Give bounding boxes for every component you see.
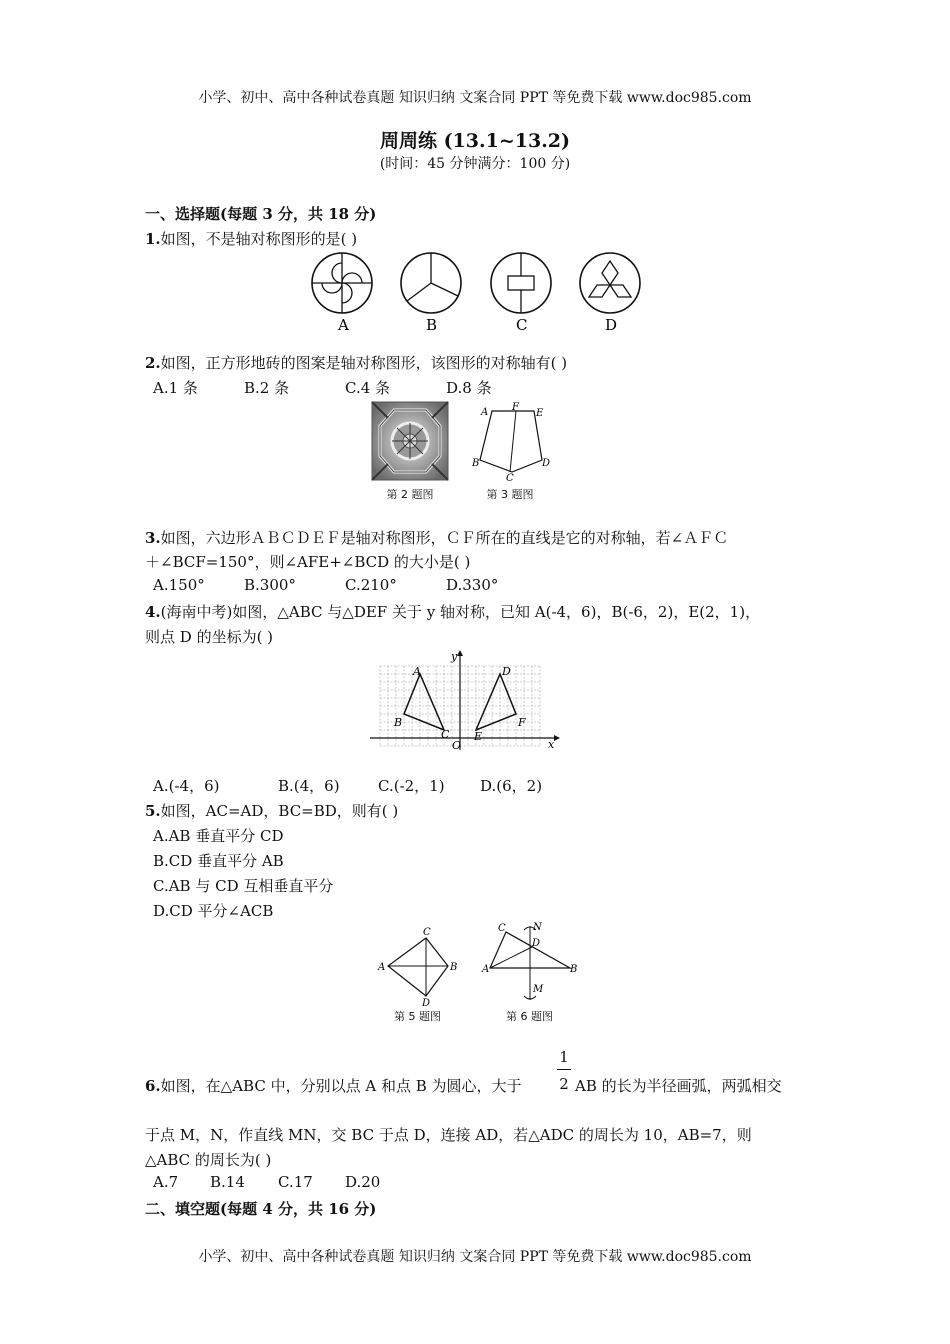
question-5 bbox=[145, 800, 398, 821]
fig3-hexagon bbox=[470, 400, 560, 485]
question-text: 如图，六边形ＡＢＣＤＥＦ是轴对称图形，ＣＦ所在的直线是它的对称轴，若∠ＡＦＣ bbox=[160, 529, 729, 547]
point-label: C bbox=[498, 923, 506, 934]
point-label: B bbox=[472, 458, 480, 469]
origin-label: O bbox=[452, 739, 462, 752]
point-label: B bbox=[394, 716, 403, 729]
option-b: B.2 条 bbox=[244, 379, 290, 397]
figure-label: A bbox=[338, 316, 349, 334]
point-label: C bbox=[441, 728, 450, 741]
question-text: 如图，不是轴对称图形的是( ) bbox=[160, 230, 358, 248]
point-label: N bbox=[533, 922, 542, 933]
question-number: 2. bbox=[145, 354, 161, 372]
option-b: B.(4，6) bbox=[278, 777, 340, 795]
figure-label: D bbox=[605, 316, 618, 334]
figure-b-sectors bbox=[401, 253, 461, 313]
figure-a-pinwheel bbox=[312, 253, 372, 313]
point-label: E bbox=[536, 408, 544, 419]
question-text: 如图，正方形地砖的图案是轴对称图形，该图形的对称轴有( ) bbox=[160, 354, 568, 372]
question-number: 6. bbox=[145, 1077, 161, 1095]
option-a: A.150° bbox=[153, 576, 205, 594]
q5-option-c: C.AB 与 CD 互相垂直平分 bbox=[153, 877, 334, 895]
figure-c-rectangle bbox=[491, 253, 551, 313]
point-label: M bbox=[533, 984, 544, 995]
page-title: 周周练 (13.1~13.2) bbox=[379, 130, 571, 152]
question-number: 3. bbox=[145, 529, 161, 547]
fig2-caption: 第 2 题图 bbox=[386, 488, 434, 501]
fig6-triangle bbox=[480, 920, 584, 1006]
section-heading-choice: 一、选择题(每题 3 分，共 18 分) bbox=[145, 205, 377, 223]
point-label: B bbox=[450, 962, 458, 973]
point-label: A bbox=[482, 964, 490, 975]
point-label: B bbox=[570, 964, 578, 975]
question-number: 1. bbox=[145, 230, 161, 248]
option-a: A.(-4，6) bbox=[153, 777, 220, 795]
point-label: A bbox=[413, 665, 421, 678]
question-number: 4. bbox=[145, 603, 161, 621]
figure-label: B bbox=[426, 316, 438, 334]
option-d: D.8 条 bbox=[446, 379, 492, 397]
option-c: C.210° bbox=[345, 576, 397, 594]
triangle-def bbox=[476, 674, 516, 730]
point-label: C bbox=[506, 473, 514, 484]
question-text: (海南中考)如图，△ABC 与△DEF 关于 y 轴对称，已知 A(-4，6)，B(-6，2)，E(2，1)， bbox=[160, 603, 761, 621]
figure-d-rhombi bbox=[580, 253, 640, 313]
question-3 bbox=[145, 527, 728, 548]
question-1 bbox=[145, 228, 357, 249]
fraction-bar bbox=[557, 1069, 571, 1070]
figure-label: C bbox=[516, 316, 528, 334]
q1-figures bbox=[305, 248, 650, 338]
option-d: D.330° bbox=[446, 576, 499, 594]
page-subtitle: (时间：45 分钟满分：100 分) bbox=[379, 156, 571, 172]
option-d: D.20 bbox=[345, 1173, 381, 1191]
question-text: 如图，AC=AD，BC=BD，则有( ) bbox=[160, 802, 399, 820]
option-c: C.(-2，1) bbox=[378, 777, 445, 795]
page-header: 小学、初中、高中各种试卷真题 知识归纳 文案合同 PPT 等免费下载 www.doc985.com bbox=[198, 90, 752, 106]
question-2 bbox=[145, 352, 567, 373]
fig5-kite bbox=[374, 924, 466, 1008]
option-a: A.1 条 bbox=[153, 379, 198, 397]
option-c: C.17 bbox=[278, 1173, 313, 1191]
fig3-caption: 第 3 题图 bbox=[486, 488, 534, 501]
point-label: E bbox=[474, 730, 483, 743]
question-number: 5. bbox=[145, 802, 161, 820]
point-label: A bbox=[378, 962, 386, 973]
triangle-abc bbox=[404, 674, 444, 730]
fig2-tile-pattern bbox=[370, 400, 450, 482]
axis-label: x bbox=[548, 738, 555, 751]
q6-options bbox=[0, 1173, 950, 1193]
fig6-caption: 第 6 题图 bbox=[506, 1010, 553, 1023]
point-label: D bbox=[542, 458, 551, 469]
axis-label: y bbox=[451, 650, 458, 663]
q2-options bbox=[0, 377, 950, 397]
option-b: B.300° bbox=[244, 576, 296, 594]
q5-option-b: B.CD 垂直平分 AB bbox=[153, 852, 284, 870]
question-6-text-cont: AB 的长为半径画弧，两弧相交 bbox=[575, 1077, 782, 1095]
option-d: D.(6，2) bbox=[480, 777, 543, 795]
option-b: B.14 bbox=[210, 1173, 245, 1191]
point-label: F bbox=[518, 716, 526, 729]
point-label: D bbox=[422, 998, 431, 1008]
fraction-denominator: 2 bbox=[559, 1075, 569, 1093]
q5-option-a: A.AB 垂直平分 CD bbox=[153, 827, 284, 845]
point-label: C bbox=[423, 927, 431, 938]
question-4-line2: 则点 D 的坐标为( ) bbox=[145, 628, 274, 646]
q4-coordinate-grid bbox=[368, 648, 560, 752]
question-4 bbox=[145, 601, 760, 622]
option-a: A.7 bbox=[153, 1173, 179, 1191]
section-heading-fill: 二、填空题(每题 4 分，共 16 分) bbox=[145, 1200, 377, 1218]
fraction-numerator: 1 bbox=[559, 1048, 569, 1066]
point-label: D bbox=[532, 938, 541, 949]
question-6-line2: 于点 M，N，作直线 MN，交 BC 于点 D，连接 AD，若△ADC 的周长为 10，AB=7，则 bbox=[145, 1126, 752, 1144]
q5-option-d: D.CD 平分∠ACB bbox=[153, 902, 274, 920]
fig5-caption: 第 5 题图 bbox=[394, 1010, 441, 1023]
question-6-line3: △ABC 的周长为( ) bbox=[145, 1151, 272, 1169]
question-text: 如图，在△ABC 中，分别以点 A 和点 B 为圆心，大于 bbox=[160, 1077, 522, 1095]
option-c: C.4 条 bbox=[345, 379, 391, 397]
q3-options bbox=[0, 576, 950, 596]
point-label: A bbox=[481, 407, 489, 418]
question-3-line2: ＋∠BCF=150°，则∠AFE+∠BCD 的大小是( ) bbox=[145, 553, 471, 571]
page-footer: 小学、初中、高中各种试卷真题 知识归纳 文案合同 PPT 等免费下载 www.doc985.com bbox=[198, 1249, 752, 1265]
question-6 bbox=[145, 1075, 522, 1096]
point-label: F bbox=[512, 402, 519, 413]
point-label: D bbox=[502, 665, 511, 678]
q4-options bbox=[0, 775, 950, 795]
